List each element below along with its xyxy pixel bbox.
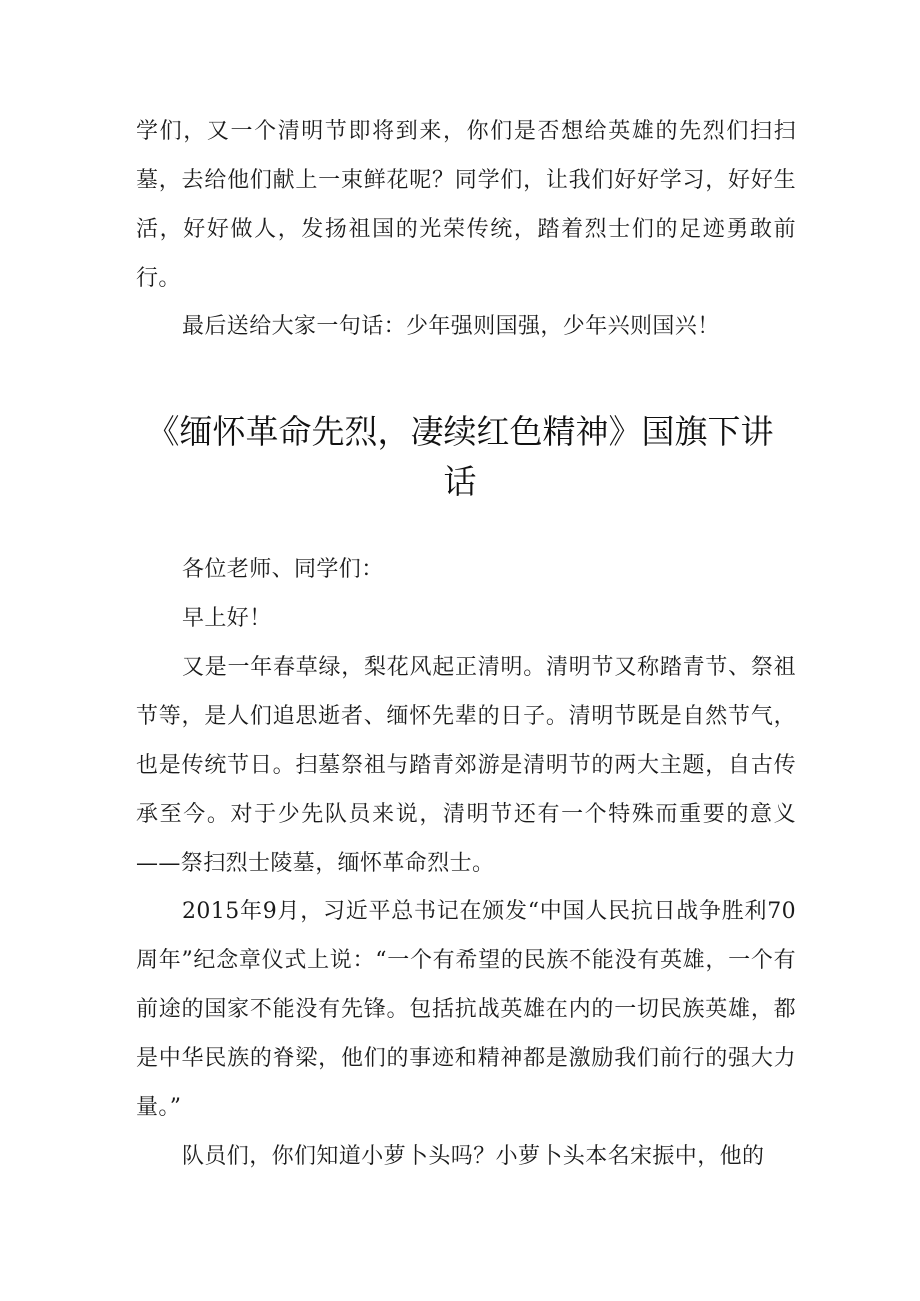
- salutation: 各位老师、同学们：: [182, 557, 384, 582]
- body-paragraph-1: 又是一年春草绿，梨花风起正清明。清明节又称踏青节、祭祖节等，是人们追思逝者、缅怀先辈的日子。清明节既是自然节气，也是传统节日。扫墓祭祖与踏青郊游是清明节的两大主题，自古传承至今。对于少先队员来说，清明节还有一个特殊而重要的意义——祭扫烈士陵墓，缅怀革命烈士。: [136, 655, 796, 876]
- continuation-paragraph: 学们，又一个清明节即将到来，你们是否想给英雄的先烈们扫扫墓，去给他们献上一束鲜花呢？同学们，让我们好好学习，好好生活，好好做人，发扬祖国的光荣传统，踏着烈士们的足迹勇敢前行。: [136, 119, 796, 291]
- body-paragraph-2: 2015年9月，习近平总书记在颁发“中国人民抗日战争胜利70周年”纪念章仪式上说：“一个有希望的民族不能没有英雄，一个有前途的国家不能没有先锋。包括抗战英雄在内的一切民族英雄，都是中华民族的脊梁，他们的事迹和精神都是激励我们前行的强大力量。”: [136, 899, 796, 1120]
- body-paragraph-3: 队员们，你们知道小萝卜头吗？小萝卜头本名宋振中，他的: [182, 1144, 765, 1169]
- closing-line: 最后送给大家一句话：少年强则国强，少年兴则国兴！: [182, 314, 720, 339]
- greeting: 早上好！: [182, 606, 272, 631]
- speech-title: 《缅怀革命先烈，凄续红色精神》国旗下讲话: [146, 412, 774, 501]
